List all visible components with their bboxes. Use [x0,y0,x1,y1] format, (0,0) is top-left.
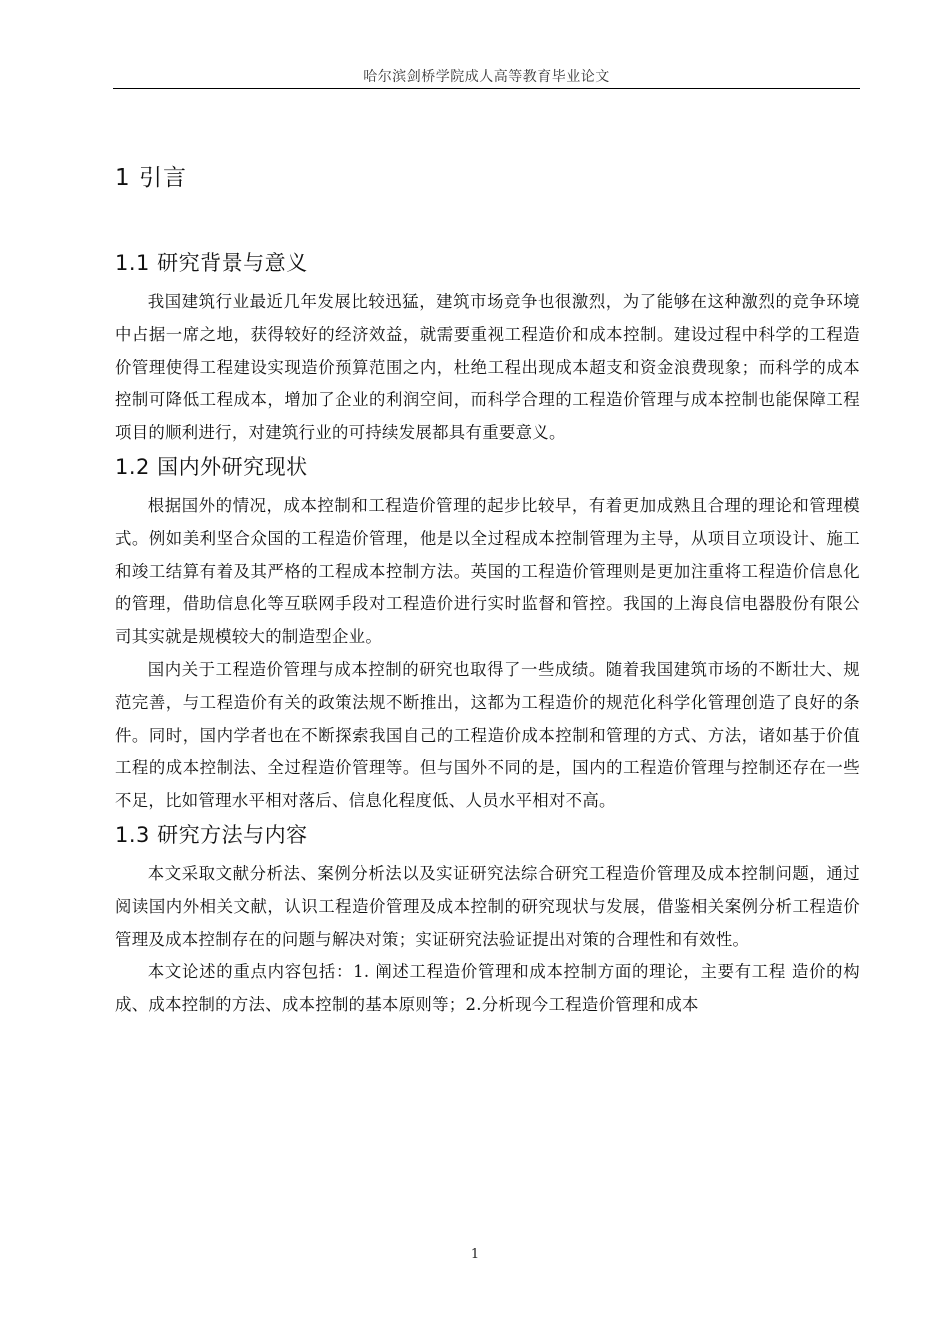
chapter-title: 1 引言 [115,165,187,191]
paragraph: 本文论述的重点内容包括：1. 阐述工程造价管理和成本控制方面的理论，主要有工程 造价的构成、成本控制的方法、成本控制的基本原则等；2.分析现今工程造价管理和成本 [115,962,860,1015]
header-rule [113,88,860,89]
document-body [115,158,860,1022]
section-title-1-2: 1.2 国内外研究现状 [115,454,308,479]
page-number: 1 [470,1247,480,1262]
paragraph: 本文采取文献分析法、案例分析法以及实证研究法综合研究工程造价管理及成本控制问题，通过阅读国内外相关文献，认识工程造价管理及成本控制的研究现状与发展，借鉴相关案例分析工程造价管理及成本控制存在的问题与解决对策；实证研究法验证提出对策的合理性和有效性。 [115,863,860,949]
section-title-1-3: 1.3 研究方法与内容 [115,822,308,847]
paragraph: 我国建筑行业最近几年发展比较迅猛，建筑市场竞争也很激烈，为了能够在这种激烈的竞争环境中占据一席之地，获得较好的经济效益，就需要重视工程造价和成本控制。建设过程中科学的工程造价管理使得工程建设实现造价预算范围之内，杜绝工程出现成本超支和资金浪费现象；而科学的成本控制可降低工程成本，增加了企业的利润空间，而科学合理的工程造价管理与成本控制也能保障工程项目的顺利进行，对建筑行业的可持续发展都具有重要意义。 [115,292,860,443]
paragraph: 国内关于工程造价管理与成本控制的研究也取得了一些成绩。随着我国建筑市场的不断壮大、规范完善，与工程造价有关的政策法规不断推出，这都为工程造价的规范化科学化管理创造了良好的条件。同时，国内学者也在不断探索我国自己的工程造价成本控制和管理的方式、方法，诸如基于价值工程的成本控制法、全过程造价管理等。但与国外不同的是，国内的工程造价管理与控制还存在一些不足，比如管理水平相对落后、信息化程度低、人员水平相对不高。 [115,659,860,811]
paragraph: 根据国外的情况，成本控制和工程造价管理的起步比较早，有着更加成熟且合理的理论和管理模式。例如美利坚合众国的工程造价管理，他是以全过程成本控制管理为主导，从项目立项设计、施工和竣工结算有着及其严格的工程成本控制方法。英国的工程造价管理则是更加注重将工程造价信息化的管理，借助信息化等互联网手段对工程造价进行实时监督和管控。我国的上海良信电器股份有限公司其实就是规模较大的制造型企业。 [115,495,860,647]
running-header: 哈尔滨剑桥学院成人高等教育毕业论文 [363,69,610,85]
section-title-1-1: 1.1 研究背景与意义 [115,251,308,275]
